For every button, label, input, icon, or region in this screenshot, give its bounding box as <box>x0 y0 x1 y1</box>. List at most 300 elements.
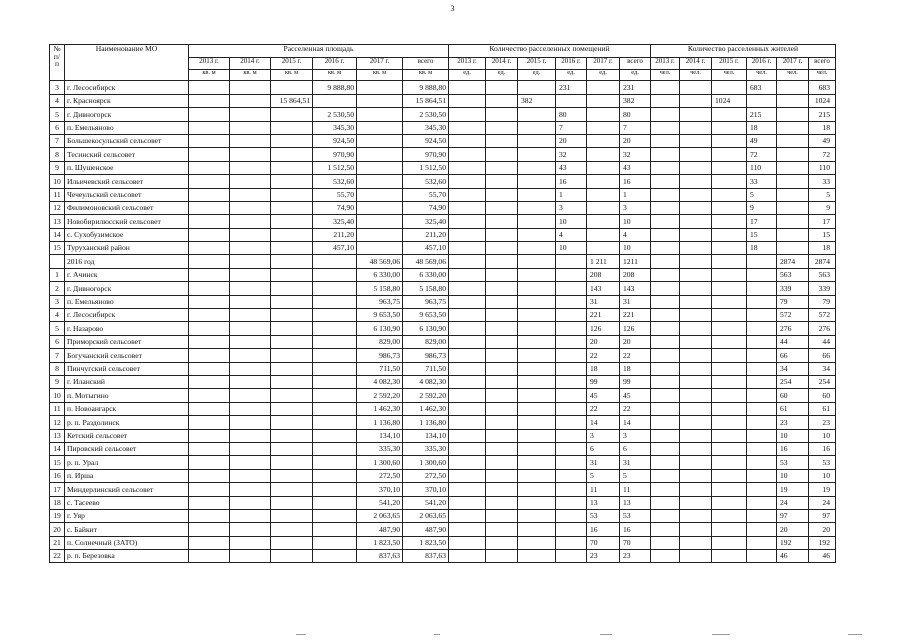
cell-rooms-2017: 22 <box>587 402 620 415</box>
cell-area-2017: 1 136,80 <box>357 416 403 429</box>
cell-area-2015 <box>271 121 313 134</box>
cell-people-2015 <box>712 255 747 268</box>
table-row <box>50 523 836 536</box>
header-num: № п/п <box>50 45 65 81</box>
cell-area-2016: 970,90 <box>313 148 357 161</box>
cell-people-2013 <box>651 483 680 496</box>
cell-people-2017: 19 <box>777 483 809 496</box>
cell-area-2017: 986,73 <box>357 349 403 362</box>
cell-name: г. Дивногорск <box>65 282 189 295</box>
cell-people-total: 97 <box>809 509 836 522</box>
cell-rooms-2013 <box>449 108 486 121</box>
cell-area-2016 <box>313 335 357 348</box>
cell-area-2015 <box>271 402 313 415</box>
cell-area-total: 1 512,50 <box>403 161 449 174</box>
cell-people-2013 <box>651 496 680 509</box>
cell-people-total: 46 <box>809 550 836 563</box>
cell-rooms-2016 <box>556 523 587 536</box>
cell-people-2017: 79 <box>777 295 809 308</box>
cell-people-2014 <box>680 148 712 161</box>
cell-rooms-2013 <box>449 349 486 362</box>
cell-rooms-2014 <box>486 456 518 469</box>
cell-people-2015 <box>712 228 747 241</box>
cell-rooms-2013 <box>449 242 486 255</box>
cell-people-2016 <box>747 362 777 375</box>
cell-area-2017: 370,10 <box>357 483 403 496</box>
cell-rooms-2016 <box>556 550 587 563</box>
cell-people-total: 79 <box>809 295 836 308</box>
cell-rooms-total: 43 <box>620 161 651 174</box>
cell-people-2014 <box>680 108 712 121</box>
cell-rooms-2014 <box>486 148 518 161</box>
cell-area-2016 <box>313 523 357 536</box>
cell-area-2015 <box>271 255 313 268</box>
cell-num: 16 <box>50 469 65 482</box>
cell-people-2016 <box>747 469 777 482</box>
cell-rooms-2013 <box>449 335 486 348</box>
cell-area-2016 <box>313 389 357 402</box>
cell-rooms-2016 <box>556 402 587 415</box>
cell-area-total: 986,73 <box>403 349 449 362</box>
cell-people-total: 44 <box>809 335 836 348</box>
cell-area-2016: 325,40 <box>313 215 357 228</box>
cell-rooms-total: 3 <box>620 429 651 442</box>
header-year-people-0: 2013 г. <box>651 58 680 70</box>
cell-rooms-2014 <box>486 550 518 563</box>
cell-area-2017 <box>357 161 403 174</box>
cell-area-2017: 4 082,30 <box>357 375 403 388</box>
cell-people-2017 <box>777 228 809 241</box>
cell-area-2015 <box>271 228 313 241</box>
cell-people-2013 <box>651 509 680 522</box>
cell-area-2014 <box>230 550 271 563</box>
cell-people-total: 18 <box>809 121 836 134</box>
cell-area-total: 1 136,80 <box>403 416 449 429</box>
cell-people-2014 <box>680 483 712 496</box>
cell-people-2017 <box>777 81 809 94</box>
cell-rooms-2015 <box>518 268 556 281</box>
cell-rooms-2017: 1 211 <box>587 255 620 268</box>
cell-people-2016 <box>747 349 777 362</box>
cell-area-2015 <box>271 416 313 429</box>
cell-area-2017 <box>357 175 403 188</box>
table-row <box>50 268 836 281</box>
cell-rooms-2014 <box>486 429 518 442</box>
cell-rooms-2017 <box>587 228 620 241</box>
cell-area-total: 1 300,60 <box>403 456 449 469</box>
cell-people-2014 <box>680 175 712 188</box>
cell-area-2015 <box>271 523 313 536</box>
cell-name: р. п. Урал <box>65 456 189 469</box>
cell-area-2016 <box>313 469 357 482</box>
cell-people-2014 <box>680 536 712 549</box>
header-unit-area-3: кв. м <box>313 70 357 81</box>
table-row <box>50 309 836 322</box>
cell-people-total: 9 <box>809 201 836 214</box>
cell-rooms-2015 <box>518 201 556 214</box>
cell-area-2013 <box>189 268 230 281</box>
cell-rooms-2017 <box>587 108 620 121</box>
table-row <box>50 215 836 228</box>
cell-rooms-2016: 32 <box>556 148 587 161</box>
cell-area-2014 <box>230 228 271 241</box>
cell-rooms-2017: 14 <box>587 416 620 429</box>
cell-rooms-2017 <box>587 134 620 147</box>
cell-rooms-total: 5 <box>620 469 651 482</box>
cell-num: 11 <box>50 402 65 415</box>
cell-people-total: 254 <box>809 375 836 388</box>
cell-area-2013 <box>189 469 230 482</box>
header-year-area-5: всего <box>403 58 449 70</box>
cell-rooms-2015 <box>518 335 556 348</box>
cell-people-2015 <box>712 309 747 322</box>
cell-area-2015 <box>271 81 313 94</box>
cell-rooms-2016 <box>556 94 587 107</box>
cell-rooms-2014 <box>486 335 518 348</box>
cell-rooms-2013 <box>449 429 486 442</box>
cell-rooms-2017 <box>587 161 620 174</box>
cell-rooms-total: 14 <box>620 416 651 429</box>
cell-area-2014 <box>230 201 271 214</box>
cell-rooms-2016 <box>556 375 587 388</box>
cell-area-total: 9 888,80 <box>403 81 449 94</box>
header-unit-rooms-2: ед. <box>518 70 556 81</box>
cell-area-2017: 5 158,80 <box>357 282 403 295</box>
cell-people-2017: 60 <box>777 389 809 402</box>
cell-rooms-2013 <box>449 416 486 429</box>
cell-rooms-2017: 6 <box>587 442 620 455</box>
cell-area-2015 <box>271 483 313 496</box>
cell-rooms-2017 <box>587 201 620 214</box>
header-year-rooms-5: всего <box>620 58 651 70</box>
table-row <box>50 536 836 549</box>
cell-rooms-2015 <box>518 496 556 509</box>
cell-rooms-2016 <box>556 255 587 268</box>
cell-area-total: 4 082,30 <box>403 375 449 388</box>
cell-people-2015 <box>712 483 747 496</box>
cell-people-total: 192 <box>809 536 836 549</box>
cell-rooms-2013 <box>449 134 486 147</box>
cell-people-2016 <box>747 496 777 509</box>
cell-area-2017 <box>357 215 403 228</box>
cell-people-2013 <box>651 322 680 335</box>
cell-area-2013 <box>189 94 230 107</box>
cell-area-2014 <box>230 536 271 549</box>
table-row <box>50 134 836 147</box>
cell-rooms-2017 <box>587 148 620 161</box>
cell-rooms-2013 <box>449 215 486 228</box>
cell-rooms-2014 <box>486 469 518 482</box>
cell-area-2017: 6 330,00 <box>357 268 403 281</box>
cell-rooms-2013 <box>449 469 486 482</box>
table-body <box>50 81 836 563</box>
cell-rooms-2014 <box>486 201 518 214</box>
cell-rooms-2017: 16 <box>587 523 620 536</box>
cell-people-2013 <box>651 536 680 549</box>
cell-rooms-2016: 7 <box>556 121 587 134</box>
cell-rooms-2016 <box>556 322 587 335</box>
cell-people-2014 <box>680 188 712 201</box>
table-row <box>50 295 836 308</box>
cell-people-total: 61 <box>809 402 836 415</box>
cell-people-2014 <box>680 402 712 415</box>
footer-dash-3 <box>600 634 612 635</box>
cell-rooms-total: 13 <box>620 496 651 509</box>
cell-area-2015 <box>271 188 313 201</box>
cell-area-2013 <box>189 148 230 161</box>
cell-people-total: 215 <box>809 108 836 121</box>
cell-area-total: 74,90 <box>403 201 449 214</box>
cell-area-2013 <box>189 201 230 214</box>
cell-num: 12 <box>50 201 65 214</box>
cell-rooms-2015 <box>518 282 556 295</box>
cell-people-2015: 1024 <box>712 94 747 107</box>
cell-area-2014 <box>230 161 271 174</box>
cell-rooms-2014 <box>486 268 518 281</box>
cell-area-2017: 837,63 <box>357 550 403 563</box>
cell-area-total: 5 158,80 <box>403 282 449 295</box>
cell-people-2017 <box>777 94 809 107</box>
cell-rooms-2017: 31 <box>587 295 620 308</box>
table-row <box>50 349 836 362</box>
cell-area-2014 <box>230 148 271 161</box>
cell-people-2014 <box>680 335 712 348</box>
cell-area-2013 <box>189 188 230 201</box>
cell-area-2015 <box>271 442 313 455</box>
cell-rooms-2013 <box>449 255 486 268</box>
cell-people-2013 <box>651 375 680 388</box>
cell-people-2014 <box>680 81 712 94</box>
cell-area-2016: 457,10 <box>313 242 357 255</box>
cell-people-2013 <box>651 295 680 308</box>
cell-num: 7 <box>50 349 65 362</box>
cell-num: 15 <box>50 242 65 255</box>
cell-num: 3 <box>50 295 65 308</box>
cell-rooms-2014 <box>486 362 518 375</box>
cell-people-2017 <box>777 108 809 121</box>
cell-area-2014 <box>230 335 271 348</box>
cell-rooms-2013 <box>449 362 486 375</box>
cell-rooms-2016 <box>556 268 587 281</box>
cell-people-2013 <box>651 228 680 241</box>
table-row <box>50 469 836 482</box>
cell-name: п. Мотыгино <box>65 389 189 402</box>
cell-people-2016: 17 <box>747 215 777 228</box>
cell-rooms-2013 <box>449 483 486 496</box>
cell-rooms-2017 <box>587 188 620 201</box>
cell-rooms-2013 <box>449 81 486 94</box>
cell-name: Новобирилюсский сельсовет <box>65 215 189 228</box>
cell-rooms-total: 10 <box>620 215 651 228</box>
table-row <box>50 429 836 442</box>
cell-rooms-2016 <box>556 335 587 348</box>
cell-area-2014 <box>230 483 271 496</box>
cell-rooms-2015 <box>518 121 556 134</box>
cell-area-2014 <box>230 389 271 402</box>
cell-rooms-2017: 18 <box>587 362 620 375</box>
cell-people-2013 <box>651 201 680 214</box>
cell-area-2013 <box>189 429 230 442</box>
cell-rooms-2016: 43 <box>556 161 587 174</box>
cell-area-total: 2 063,65 <box>403 509 449 522</box>
cell-rooms-total: 22 <box>620 349 651 362</box>
cell-area-2017: 9 653,50 <box>357 309 403 322</box>
cell-people-2014 <box>680 523 712 536</box>
cell-area-2016: 1 512,50 <box>313 161 357 174</box>
cell-people-2015 <box>712 322 747 335</box>
cell-rooms-2015 <box>518 188 556 201</box>
table-row <box>50 456 836 469</box>
cell-num: 17 <box>50 483 65 496</box>
cell-area-2017 <box>357 134 403 147</box>
cell-people-2016: 110 <box>747 161 777 174</box>
header-unit-area-4: кв. м <box>357 70 403 81</box>
cell-people-2016 <box>747 442 777 455</box>
cell-rooms-2016 <box>556 483 587 496</box>
cell-rooms-2017: 126 <box>587 322 620 335</box>
cell-people-2016 <box>747 322 777 335</box>
cell-area-2017: 335,30 <box>357 442 403 455</box>
header-unit-area-1: кв. м <box>230 70 271 81</box>
cell-area-total: 370,10 <box>403 483 449 496</box>
table-row <box>50 416 836 429</box>
cell-area-2013 <box>189 108 230 121</box>
cell-num: 4 <box>50 309 65 322</box>
cell-area-2014 <box>230 456 271 469</box>
cell-people-2014 <box>680 268 712 281</box>
cell-rooms-2017: 22 <box>587 349 620 362</box>
cell-people-2015 <box>712 295 747 308</box>
cell-rooms-total: 70 <box>620 536 651 549</box>
cell-people-2013 <box>651 242 680 255</box>
header-year-people-4: 2017 г. <box>777 58 809 70</box>
cell-rooms-2017: 11 <box>587 483 620 496</box>
cell-rooms-2015 <box>518 429 556 442</box>
cell-area-2017 <box>357 242 403 255</box>
header-unit-people-5: чел. <box>809 70 836 81</box>
cell-rooms-2015 <box>518 469 556 482</box>
table-row <box>50 161 836 174</box>
cell-area-2015 <box>271 429 313 442</box>
cell-name: Приморский сельсовет <box>65 335 189 348</box>
cell-people-total: 23 <box>809 416 836 429</box>
cell-name: с. Сухобузимское <box>65 228 189 241</box>
cell-rooms-2015 <box>518 242 556 255</box>
header-year-rooms-0: 2013 г. <box>449 58 486 70</box>
table-row <box>50 322 836 335</box>
cell-people-total: 49 <box>809 134 836 147</box>
cell-area-2017: 829,00 <box>357 335 403 348</box>
header-unit-rooms-3: ед. <box>556 70 587 81</box>
cell-people-2016: 49 <box>747 134 777 147</box>
cell-rooms-2013 <box>449 188 486 201</box>
cell-area-2015 <box>271 322 313 335</box>
cell-rooms-2015 <box>518 509 556 522</box>
cell-num: 7 <box>50 134 65 147</box>
cell-people-2017: 572 <box>777 309 809 322</box>
header-year-area-0: 2013 г. <box>189 58 230 70</box>
cell-people-2015 <box>712 161 747 174</box>
cell-people-2015 <box>712 375 747 388</box>
cell-rooms-2015 <box>518 108 556 121</box>
cell-rooms-2016 <box>556 442 587 455</box>
cell-rooms-2017: 31 <box>587 456 620 469</box>
cell-rooms-2014 <box>486 121 518 134</box>
header-year-rooms-4: 2017 г. <box>587 58 620 70</box>
cell-rooms-2014 <box>486 175 518 188</box>
cell-area-2016 <box>313 416 357 429</box>
header-year-people-5: всего <box>809 58 836 70</box>
cell-people-2017: 10 <box>777 469 809 482</box>
cell-people-2015 <box>712 148 747 161</box>
table-row <box>50 389 836 402</box>
cell-rooms-2015 <box>518 456 556 469</box>
cell-rooms-2015 <box>518 442 556 455</box>
cell-rooms-2016 <box>556 496 587 509</box>
cell-people-2017: 254 <box>777 375 809 388</box>
cell-people-total: 5 <box>809 188 836 201</box>
cell-rooms-2016 <box>556 389 587 402</box>
cell-people-2015 <box>712 108 747 121</box>
cell-people-2015 <box>712 188 747 201</box>
table-row <box>50 550 836 563</box>
cell-name: п. Емельяново <box>65 121 189 134</box>
cell-area-total: 211,20 <box>403 228 449 241</box>
cell-area-2015 <box>271 469 313 482</box>
cell-num: 13 <box>50 429 65 442</box>
cell-rooms-2017: 70 <box>587 536 620 549</box>
cell-people-2017: 20 <box>777 523 809 536</box>
cell-area-2016: 74,90 <box>313 201 357 214</box>
cell-rooms-2013 <box>449 442 486 455</box>
cell-people-2017: 61 <box>777 402 809 415</box>
cell-area-total: 541,20 <box>403 496 449 509</box>
cell-rooms-2014 <box>486 228 518 241</box>
cell-people-2016 <box>747 282 777 295</box>
cell-area-2016 <box>313 442 357 455</box>
cell-rooms-total: 1211 <box>620 255 651 268</box>
cell-people-2015 <box>712 402 747 415</box>
cell-rooms-2014 <box>486 295 518 308</box>
cell-area-2013 <box>189 295 230 308</box>
cell-people-2013 <box>651 268 680 281</box>
cell-area-2016: 211,20 <box>313 228 357 241</box>
cell-rooms-2015: 382 <box>518 94 556 107</box>
cell-rooms-2013 <box>449 309 486 322</box>
cell-people-total: 683 <box>809 81 836 94</box>
cell-people-2017 <box>777 121 809 134</box>
cell-area-2014 <box>230 496 271 509</box>
cell-rooms-2017 <box>587 175 620 188</box>
cell-area-2013 <box>189 255 230 268</box>
cell-rooms-2014 <box>486 375 518 388</box>
cell-people-2015 <box>712 362 747 375</box>
cell-area-2014 <box>230 442 271 455</box>
cell-people-total: 1024 <box>809 94 836 107</box>
cell-rooms-2015 <box>518 550 556 563</box>
cell-area-2016 <box>313 402 357 415</box>
cell-people-2016: 683 <box>747 81 777 94</box>
cell-rooms-total: 4 <box>620 228 651 241</box>
cell-num: 15 <box>50 456 65 469</box>
cell-rooms-2014 <box>486 349 518 362</box>
cell-people-2013 <box>651 362 680 375</box>
table-row <box>50 442 836 455</box>
cell-people-2015 <box>712 469 747 482</box>
cell-area-total: 457,10 <box>403 242 449 255</box>
cell-rooms-2017: 20 <box>587 335 620 348</box>
cell-rooms-2015 <box>518 322 556 335</box>
